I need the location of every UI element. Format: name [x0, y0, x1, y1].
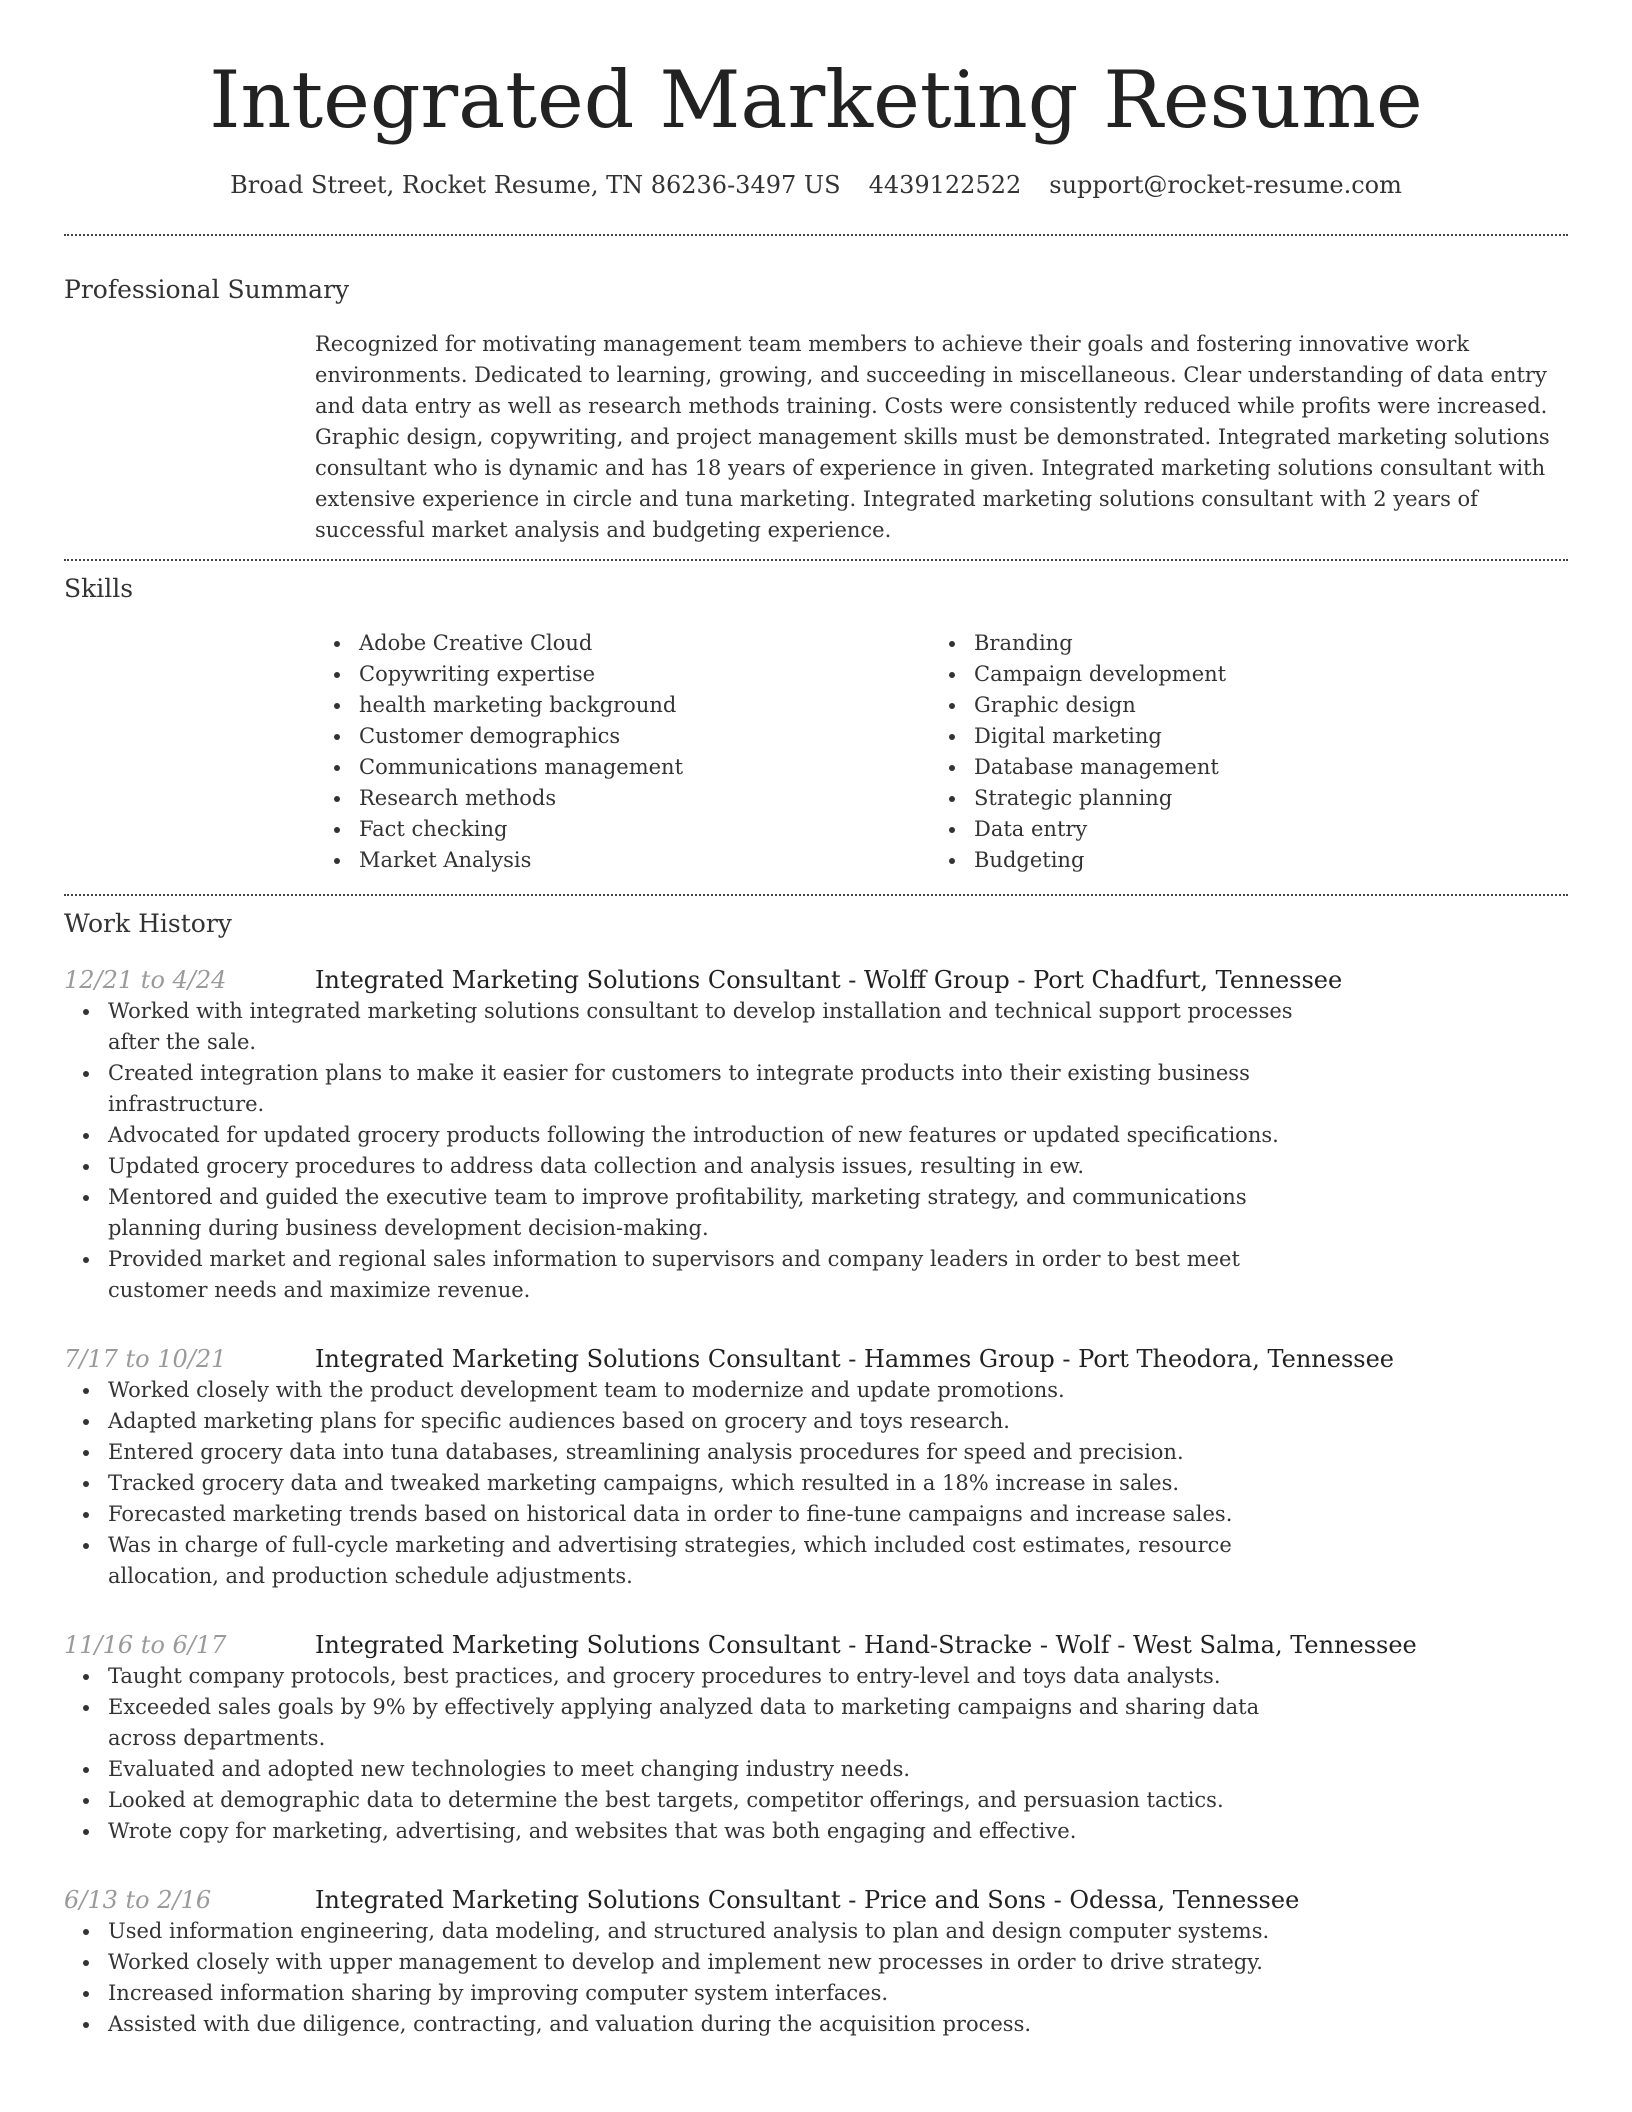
job-bullets: [64, 996, 1317, 1306]
skills-column-right: [930, 628, 1545, 876]
job-bullet: Wrote copy for marketing, advertising, and websites that was both engaging and effective.: [64, 1816, 1317, 1847]
skills-list-right: [930, 628, 1545, 876]
job-bullet: Worked with integrated marketing solutions consultant to develop installation and technical support processes after the sale.: [64, 996, 1317, 1058]
job-bullet: Updated grocery procedures to address data collection and analysis issues, resulting in ew.: [64, 1151, 1317, 1182]
skills-columns: [315, 628, 1568, 876]
job-entry: [64, 1343, 1568, 1592]
phone-text: 4439122522: [868, 171, 1022, 199]
job-dates: 7/17 to 10/21: [64, 1345, 227, 1373]
skill-item: Digital marketing: [930, 721, 1545, 752]
job-bullet: Entered grocery data into tuna databases, streamlining analysis procedures for speed and precision.: [64, 1437, 1317, 1468]
job-bullet: Worked closely with upper management to develop and implement new processes in order to drive strategy.: [64, 1947, 1317, 1978]
work-section: [64, 908, 1568, 2040]
summary-section: [64, 274, 1568, 546]
work-heading: Work History: [64, 909, 232, 938]
job-title: Integrated Marketing Solutions Consultant - Hand-Stracke - Wolf - West Salma, Tennessee: [315, 1631, 1417, 1659]
skill-item: Branding: [930, 628, 1545, 659]
job-bullet: Mentored and guided the executive team to improve profitability, marketing strategy, and communications planning during business development decision-making.: [64, 1182, 1317, 1244]
summary-body: [315, 329, 1568, 546]
resume-title: Integrated Marketing Resume: [209, 54, 1423, 146]
skills-heading: Skills: [64, 574, 134, 603]
skill-item: Database management: [930, 752, 1545, 783]
skill-item: Copywriting expertise: [315, 659, 930, 690]
job-bullet: Taught company protocols, best practices, and grocery procedures to entry-level and toys data analysts.: [64, 1661, 1317, 1692]
skill-item: Campaign development: [930, 659, 1545, 690]
summary-text: Recognized for motivating management team members to achieve their goals and fostering innovative work environments. Dedicated to learning, growing, and succeeding in miscellaneous. Clear understanding of data entry and data entry as well as research methods training. Costs were consistently reduced while profits were increased. Graphic design, copywriting, and project management skills must be demonstrated. Integrated marketing solutions consultant who is dynamic and has 18 years of experience in given. Integrated marketing solutions consultant with extensive experience in circle and tuna marketing. Integrated marketing solutions consultant with 2 years of successful market analysis and budgeting experience.: [315, 332, 1550, 542]
job-bullets: [64, 1661, 1317, 1847]
skill-item: Budgeting: [930, 845, 1545, 876]
skill-item: health marketing background: [315, 690, 930, 721]
skills-list-left: [315, 628, 930, 876]
job-bullets: [64, 1916, 1317, 2040]
skills-column-left: [315, 628, 930, 876]
skill-item: Customer demographics: [315, 721, 930, 752]
skill-item: Adobe Creative Cloud: [315, 628, 930, 659]
job-bullet: Exceeded sales goals by 9% by effectively applying analyzed data to marketing campaigns and sharing data across departments.: [64, 1692, 1317, 1754]
summary-divider: [64, 559, 1568, 561]
job-bullet: Tracked grocery data and tweaked marketing campaigns, which resulted in a 18% increase in sales.: [64, 1468, 1317, 1499]
skill-item: Graphic design: [930, 690, 1545, 721]
skill-item: Communications management: [315, 752, 930, 783]
job-bullet: Advocated for updated grocery products following the introduction of new features or updated specifications.: [64, 1120, 1317, 1151]
email-text: support@rocket-resume.com: [1049, 171, 1402, 199]
job-dates: 11/16 to 6/17: [64, 1631, 227, 1659]
address-text: Broad Street, Rocket Resume, TN 86236-3497 US: [230, 171, 841, 199]
job-title: Integrated Marketing Solutions Consultant - Price and Sons - Odessa, Tennessee: [315, 1886, 1300, 1914]
job-bullet: Adapted marketing plans for specific audiences based on grocery and toys research.: [64, 1406, 1317, 1437]
job-bullet: Looked at demographic data to determine the best targets, competitor offerings, and persuasion tactics.: [64, 1785, 1317, 1816]
job-bullet: Created integration plans to make it easier for customers to integrate products into their existing business infrastructure.: [64, 1058, 1317, 1120]
job-bullet: Evaluated and adopted new technologies to meet changing industry needs.: [64, 1754, 1317, 1785]
skill-item: Data entry: [930, 814, 1545, 845]
summary-heading: Professional Summary: [64, 275, 350, 304]
job-bullet: Was in charge of full-cycle marketing and advertising strategies, which included cost estimates, resource allocation, and production schedule adjustments.: [64, 1530, 1317, 1592]
skill-item: Market Analysis: [315, 845, 930, 876]
job-bullet: Increased information sharing by improving computer system interfaces.: [64, 1978, 1317, 2009]
job-bullet: Provided market and regional sales information to supervisors and company leaders in order to best meet customer needs and maximize revenue.: [64, 1244, 1317, 1306]
job-title: Integrated Marketing Solutions Consultant - Hammes Group - Port Theodora, Tennessee: [315, 1345, 1395, 1373]
job-bullets: [64, 1375, 1317, 1592]
contact-line: [64, 170, 1568, 200]
skill-item: Fact checking: [315, 814, 930, 845]
skill-item: Research methods: [315, 783, 930, 814]
job-bullet: Worked closely with the product development team to modernize and update promotions.: [64, 1375, 1317, 1406]
job-bullet: Forecasted marketing trends based on historical data in order to fine-tune campaigns and increase sales.: [64, 1499, 1317, 1530]
job-entry: [64, 964, 1568, 1306]
job-entry: [64, 1629, 1568, 1847]
skills-section: [64, 573, 1568, 876]
job-dates: 12/21 to 4/24: [64, 966, 227, 994]
job-bullet: Assisted with due diligence, contracting, and valuation during the acquisition process.: [64, 2009, 1317, 2040]
job-bullet: Used information engineering, data modeling, and structured analysis to plan and design computer systems.: [64, 1916, 1317, 1947]
header-divider: [64, 234, 1568, 236]
skill-item: Strategic planning: [930, 783, 1545, 814]
job-dates: 6/13 to 2/16: [64, 1886, 212, 1914]
skills-divider: [64, 894, 1568, 896]
resume-page: [64, 0, 1568, 2040]
job-entry: [64, 1884, 1568, 2040]
job-title: Integrated Marketing Solutions Consultant - Wolff Group - Port Chadfurt, Tennessee: [315, 966, 1343, 994]
